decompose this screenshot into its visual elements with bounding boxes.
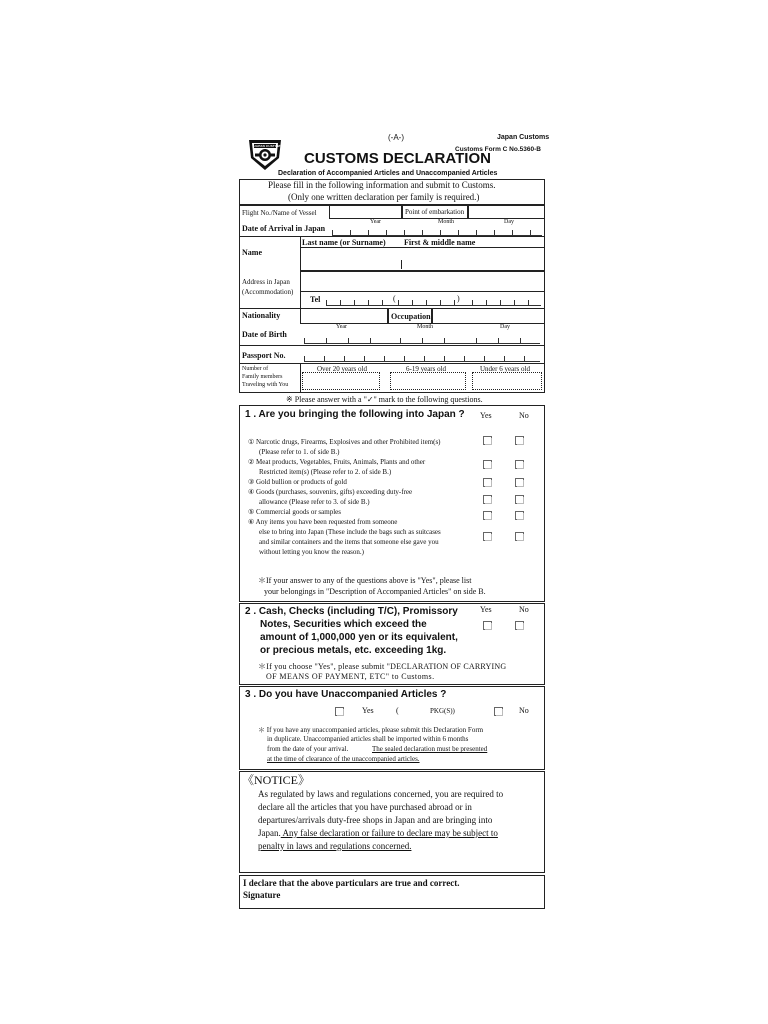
page-title: CUSTOMS DECLARATION (304, 150, 491, 167)
family-label-2: Family members (242, 374, 283, 380)
notice-title: 《NOTICE》 (242, 773, 310, 787)
q1-item-2-yes-checkbox[interactable] (483, 460, 492, 469)
q3-yes-checkbox[interactable] (335, 707, 344, 716)
question-3-section (239, 686, 545, 770)
first-name-label: First & middle name (404, 238, 476, 247)
q1-item-6-no-checkbox[interactable] (515, 532, 524, 541)
declaration-section (239, 875, 545, 909)
over-20-label: Over 20 years old (317, 365, 367, 373)
q1-item-3-no-checkbox[interactable] (515, 478, 524, 487)
agency-name: Japan Customs (497, 134, 550, 141)
notice-line-5: penalty in laws and regulations concerned. (258, 841, 412, 851)
intro-box (239, 179, 545, 205)
q1-item-3: ③ Gold bullion or products of gold (248, 478, 347, 486)
birth-date-input[interactable] (304, 338, 540, 344)
name-input[interactable] (300, 247, 545, 271)
q1-item-2-no-checkbox[interactable] (515, 460, 524, 469)
occupation-label-box (388, 308, 432, 324)
q1-no-label: No (519, 411, 529, 420)
q1-item-3-yes-checkbox[interactable] (483, 478, 492, 487)
intro-line-1: Please fill in the following information and submit to Customs. (268, 180, 496, 190)
birth-label: Date of Birth (242, 330, 287, 339)
q2-line-4: or precious metals, etc. exceeding 1kg. (260, 645, 447, 656)
signature-label: Signature (243, 890, 281, 900)
family-under-6-input[interactable] (472, 372, 542, 390)
last-name-label: Last name (or Surname) (302, 238, 386, 247)
q1-title: 1 . Are you bringing the following into Japan ? (245, 409, 465, 420)
question-2-section (239, 603, 545, 685)
form-code: (-A-) (388, 133, 404, 142)
arrival-day-label: Day (504, 219, 514, 225)
family-label-1: Number of (242, 366, 269, 372)
occupation-label: Occupation (391, 312, 431, 321)
q1-yes-label: Yes (480, 411, 492, 420)
q3-no-checkbox[interactable] (494, 707, 503, 716)
embarkation-input[interactable] (468, 205, 545, 219)
address-label-2: (Accommodation) (242, 288, 294, 296)
q1-item-1a: ① Narcotic drugs, Firearms, Explosives and other Prohibited item(s) (248, 438, 441, 446)
declaration-line-1: I declare that the above particulars are true and correct. (243, 878, 460, 888)
q3-note-3b: The sealed declaration must be presented (372, 745, 488, 753)
q3-no-label: No (519, 706, 529, 715)
intro-line-2: (Only one written declaration per family is required.) (288, 192, 480, 202)
address-input[interactable] (300, 271, 545, 292)
flight-label: Flight No./Name of Vessel (242, 209, 317, 217)
signature-input[interactable] (300, 888, 540, 906)
q3-note-3a: from the date of your arrival. (267, 745, 349, 753)
q1-item-4a: ④ Goods (purchases, souvenirs, gifts) exceeding duty-free (248, 488, 413, 496)
family-label-3: Traveling with You (242, 382, 289, 388)
q3-note-4: at the time of clearance of the unaccompanied articles. (267, 755, 420, 763)
q2-no-checkbox[interactable] (515, 621, 524, 630)
logo-text: JAPAN CUSTOMS (254, 143, 283, 148)
q3-pkg-label: PKG(S)) (430, 707, 455, 715)
tel-input[interactable] (326, 300, 541, 306)
q1-note-1: ＊If your answer to any of the questions above is "Yes", please list (258, 576, 472, 585)
q2-yes-label: Yes (480, 605, 492, 614)
q2-no-label: No (519, 605, 529, 614)
occupation-input[interactable] (432, 308, 545, 324)
notice-line-2: declare all the articles that you have purchased abroad or in (258, 802, 472, 812)
customs-emblem-icon (246, 136, 284, 170)
question-1-section (239, 405, 545, 602)
under-6-label: Under 6 years old (480, 365, 530, 373)
q2-line-2: Notes, Securities which exceed the (260, 619, 427, 630)
q1-item-4b: allowance (Please refer to 3. of side B.) (259, 498, 370, 506)
q3-note-2: in duplicate. Unaccompanied articles shall be imported within 6 months (267, 735, 469, 743)
family-6-19-input[interactable] (390, 372, 466, 390)
birth-day-label: Day (500, 324, 510, 330)
customs-logo (246, 136, 284, 170)
notice-line-4 (258, 828, 498, 838)
embarkation-label: Point of embarkation (405, 208, 465, 216)
flight-input[interactable] (329, 205, 402, 219)
q1-item-1b: (Please refer to 1. of side B.) (259, 448, 340, 456)
q1-item-6c: and similar containers and the items that someone else gave you (259, 538, 439, 546)
q2-line-3: amount of 1,000,000 yen or its equivalent, (260, 632, 458, 643)
name-label: Name (242, 248, 262, 257)
q1-item-6-yes-checkbox[interactable] (483, 532, 492, 541)
q1-item-5: ⑤ Commercial goods or samples (248, 508, 341, 516)
q1-item-6a: ⑥ Any items you have been requested from someone (248, 518, 398, 526)
q2-line-1: 2 . Cash, Checks (including T/C), Promissory (245, 606, 458, 617)
q1-item-4-yes-checkbox[interactable] (483, 495, 492, 504)
q1-item-1-yes-checkbox[interactable] (483, 436, 492, 445)
tel-label: Tel (310, 295, 321, 304)
notice-line-1: As regulated by laws and regulations concerned, you are required to (258, 789, 504, 799)
q1-item-2b: Restricted item(s) (Please refer to 2. of side B.) (259, 468, 392, 476)
nationality-label: Nationality (242, 311, 281, 320)
q3-note-1: ＊ If you have any unaccompanied articles, please submit this Declaration Form (258, 726, 484, 734)
q1-item-1-no-checkbox[interactable] (515, 436, 524, 445)
q1-item-4-no-checkbox[interactable] (515, 495, 524, 504)
passport-label: Passport No. (242, 351, 286, 360)
q2-note-1: ＊If you choose "Yes", please submit "DECLARATION OF CARRYING (258, 662, 507, 671)
q1-item-2a: ② Meat products, Vegetables, Fruits, Animals, Plants and other (248, 458, 426, 466)
notice-line-3: departures/arrivals duty-free shops in Japan and are bringing into (258, 815, 493, 825)
q2-note-2: OF MEANS OF PAYMENT, ETC" to Customs. (266, 672, 435, 681)
age-6-19-label: 6-19 years old (406, 365, 447, 373)
page-subtitle: Declaration of Accompanied Articles and Unaccompanied Articles (278, 170, 498, 177)
q3-yes-label: Yes (362, 706, 374, 715)
q1-item-5-no-checkbox[interactable] (515, 511, 524, 520)
family-over-20-input[interactable] (302, 372, 380, 390)
birth-year-label: Year (336, 324, 348, 330)
arrival-month-label: Month (438, 219, 455, 225)
arrival-label: Date of Arrival in Japan (242, 224, 326, 233)
q3-title: 3 . Do you have Unaccompanied Articles ? (245, 689, 447, 700)
passport-input[interactable] (304, 356, 540, 362)
q1-item-6d: without letting you know the reason.) (259, 548, 364, 556)
embarkation-label-box (402, 205, 468, 219)
q3-paren: ( (396, 706, 399, 715)
birth-month-label: Month (417, 324, 434, 330)
notice-section (239, 771, 545, 873)
notice-line-4b: Any false declaration or failure to declare may be subject to (280, 828, 498, 838)
q3-pkg-count-input[interactable] (404, 705, 426, 715)
nationality-input[interactable] (300, 308, 388, 324)
form-number: Customs Form C No.5360-B (455, 146, 541, 153)
arrival-year-label: Year (370, 219, 382, 225)
notice-line-4a: Japan. (258, 828, 281, 838)
q1-item-6b: else to bring into Japan (These include the bags such as suitcases (259, 528, 441, 536)
q2-yes-checkbox[interactable] (483, 621, 492, 630)
q1-note-2: your belongings in "Description of Accompanied Articles" on side B. (264, 587, 486, 596)
instruction-text: ※ Please answer with a "✓" mark to the following questions. (286, 395, 483, 404)
arrival-date-input[interactable] (332, 230, 542, 236)
address-label-1: Address in Japan (242, 278, 290, 286)
q1-item-5-yes-checkbox[interactable] (483, 511, 492, 520)
